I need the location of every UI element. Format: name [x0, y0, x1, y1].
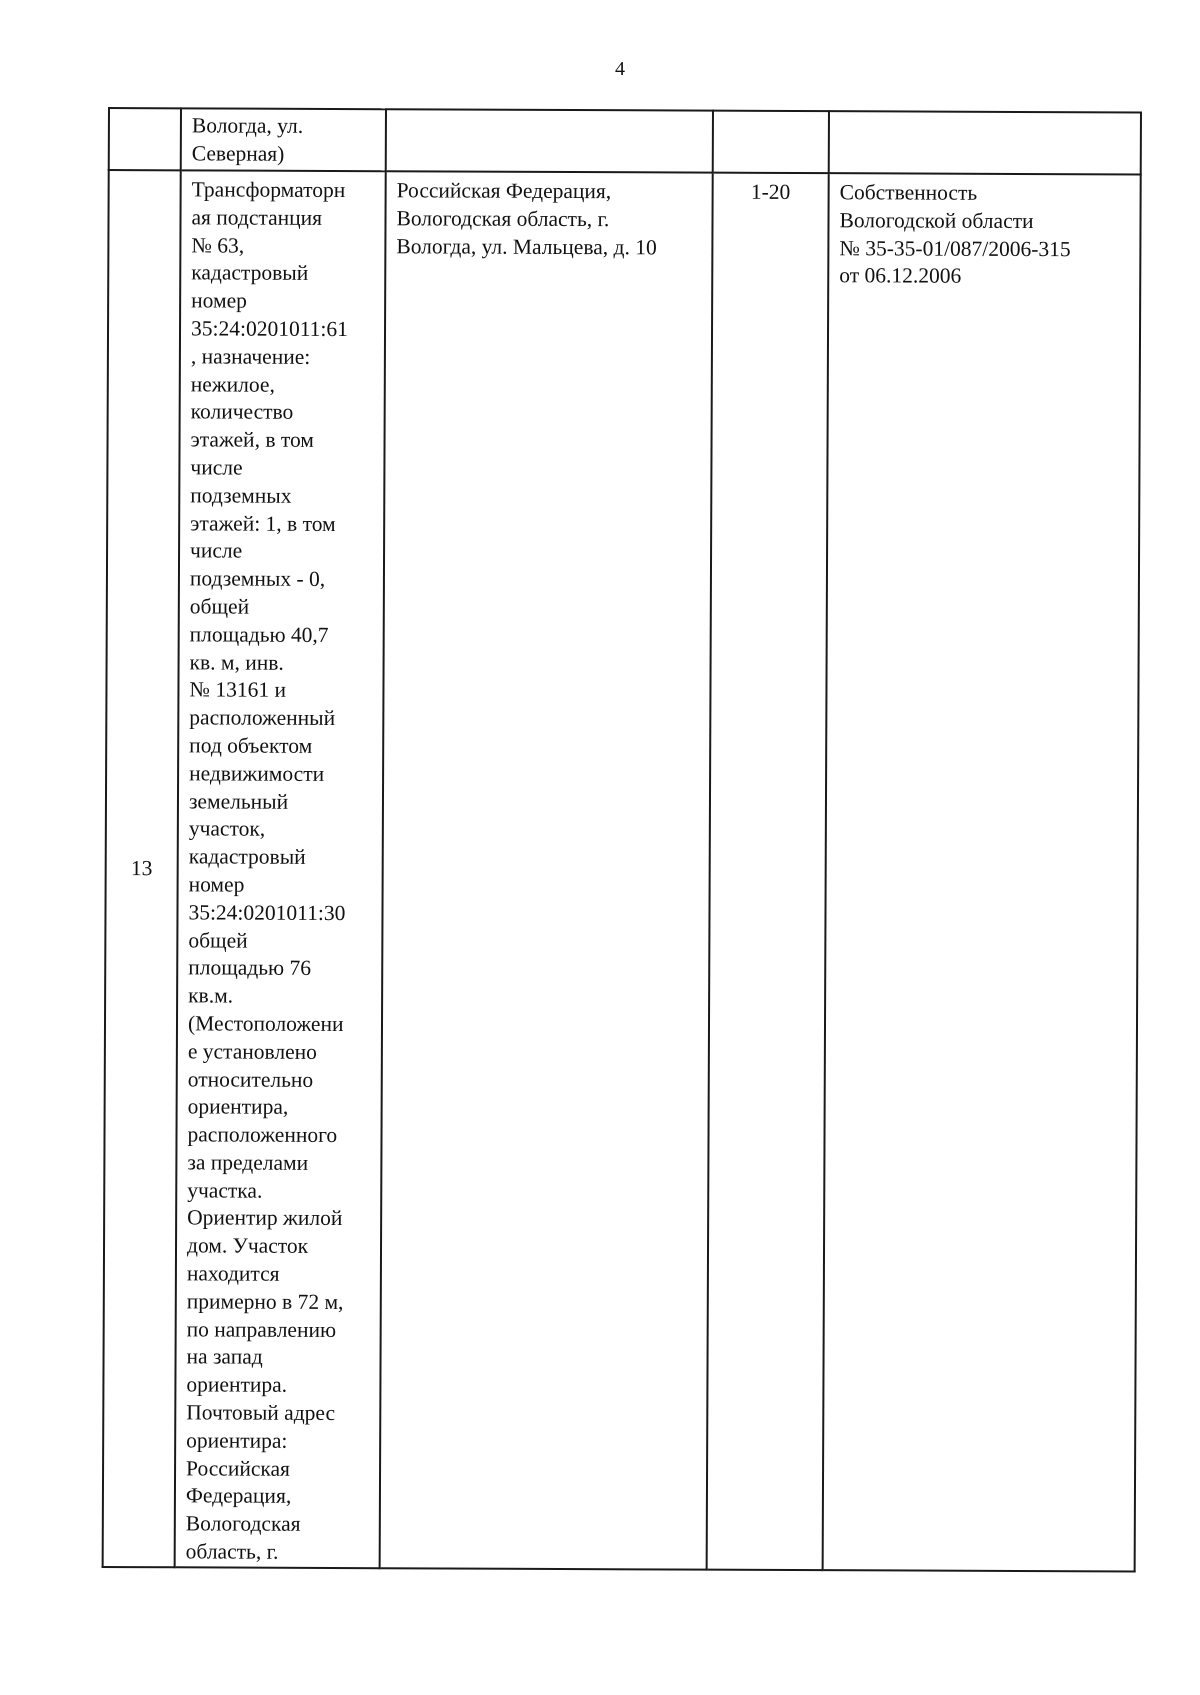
text-line: кадастровый	[191, 260, 309, 286]
page-number: 4	[615, 58, 625, 80]
object-name-cell	[181, 108, 386, 171]
address-cell	[386, 109, 713, 172]
quantity-cell	[713, 111, 829, 174]
text-line: этажей: 1, в том	[190, 510, 336, 536]
text-line: № 35-35-01/087/2006-315	[839, 235, 1071, 261]
text-line: Федерация,	[185, 1483, 292, 1509]
text-line: участок,	[188, 816, 266, 842]
text-line: Вологодская область, г.	[396, 206, 610, 231]
text-line: площадью 40,7	[189, 622, 329, 647]
text-line: е установлено	[187, 1039, 318, 1064]
text-line: кв. м, инв.	[189, 649, 284, 675]
right-cell	[829, 111, 1141, 174]
text-line: область, г.	[185, 1539, 279, 1564]
text-line: подземных - 0,	[189, 566, 326, 592]
text-line: 35:24:0201011:30	[188, 900, 346, 925]
text-line: от 06.12.2006	[839, 263, 962, 289]
text-line: числе	[190, 455, 243, 480]
text-line: Собственность	[839, 180, 978, 205]
text-line: , назначение:	[190, 344, 311, 369]
text-line: нежилое,	[190, 371, 275, 397]
text-line: количество	[190, 399, 294, 425]
text-line: Ориентир жилой	[187, 1205, 343, 1231]
text-line: номер	[188, 872, 245, 897]
text-line: общей	[189, 594, 250, 619]
text-line: Вологда, ул.	[191, 113, 304, 138]
text-line: дом. Участок	[186, 1233, 309, 1259]
text-line: кв.м.	[188, 983, 234, 1008]
text-line: (Местоположени	[187, 1011, 344, 1036]
text-line: ориентира:	[186, 1428, 288, 1453]
text-line: № 13161 и	[189, 677, 287, 703]
text-line: Вологодская	[185, 1511, 301, 1537]
text-line: числе	[190, 538, 243, 563]
text-line: № 63,	[191, 232, 245, 258]
text-line: ая подстанция	[191, 205, 323, 230]
property-table	[102, 107, 1142, 1572]
address-cell	[380, 171, 713, 1569]
object-name-cell	[175, 170, 386, 1568]
text-line: расположенного	[187, 1122, 338, 1148]
text-line: по направлению	[186, 1317, 337, 1342]
table-row-13	[103, 170, 1141, 1571]
text-line: Вологодской области	[839, 207, 1034, 233]
text-line: Северная)	[191, 141, 285, 166]
text-line: Российская Федерация,	[396, 178, 612, 204]
text-line: Почтовый адрес	[186, 1400, 336, 1426]
text-line: ориентира,	[187, 1094, 289, 1120]
text-line: номер	[191, 288, 247, 313]
text-line: кадастровый	[188, 844, 306, 869]
table-row-continuation	[109, 108, 1141, 175]
text-line: расположенный	[189, 705, 336, 731]
text-line: участка.	[187, 1178, 263, 1203]
text-line: под объектом	[189, 733, 313, 758]
text-line: примерно в 72 м,	[186, 1289, 344, 1314]
number-cell	[109, 108, 181, 170]
text-line: этажей, в том	[190, 427, 314, 453]
quantity-cell: 1-20	[707, 173, 829, 1570]
text-line: подземных	[190, 483, 292, 508]
text-line: за пределами	[187, 1150, 309, 1175]
text-line: Вологда, ул. Мальцева, д. 10	[396, 233, 657, 259]
text-line: площадью 76	[188, 955, 312, 981]
text-line: находится	[186, 1261, 280, 1286]
text-line: недвижимости	[189, 761, 325, 786]
text-line: ориентира.	[186, 1372, 288, 1398]
number-cell: 13	[103, 170, 181, 1567]
text-line: 35:24:0201011:61	[190, 316, 348, 342]
text-line: земельный	[188, 788, 289, 814]
right-cell	[823, 173, 1141, 1571]
text-line: Российская	[186, 1456, 291, 1481]
text-line: относительно	[187, 1066, 314, 1092]
text-line: на запад	[186, 1344, 263, 1370]
text-line: общей	[188, 927, 248, 953]
text-line: Трансформаторн	[191, 177, 346, 203]
